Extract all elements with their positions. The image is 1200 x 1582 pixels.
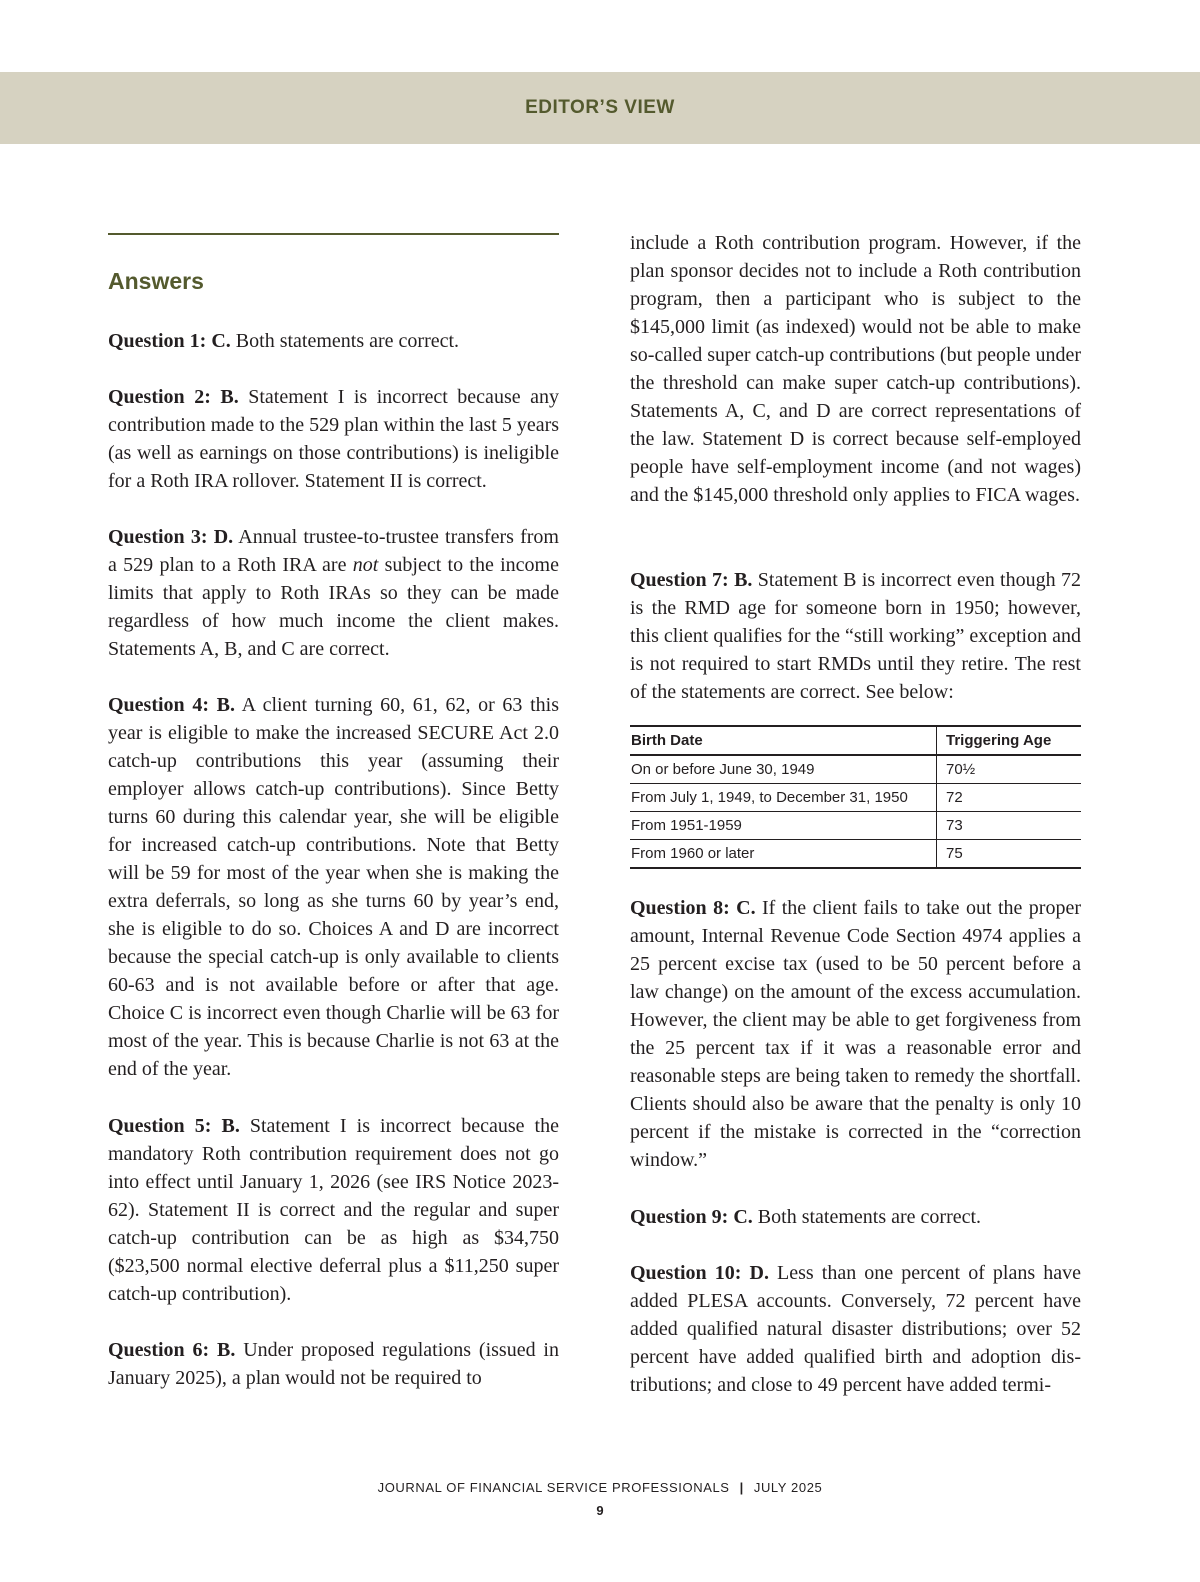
answer-text: Both statements are correct.	[230, 330, 460, 352]
answer-q5	[108, 1112, 559, 1308]
rmd-age-table	[630, 725, 1081, 869]
table-cell: 73	[937, 812, 1082, 840]
answer-q7	[630, 566, 1081, 706]
issue-date: JULY 2025	[753, 1480, 823, 1495]
section-heading: Answers	[108, 268, 204, 294]
table-header-cell: Triggering Age	[937, 726, 1082, 755]
section-banner	[0, 72, 1200, 144]
answer-text: include a Roth contribution program. However, if the plan sponsor decides not to include a Roth contribution program, then a participant who is subject to the $145,000 limit (as indexed) would not be able to make so-called super catch-up contributions (but people under the threshold can make super catch-up contributions). Statements A, C, and D are correct representations of the law. Statement D is correct because self-employed people have self-employment income (and not wages) and the $145,000 threshold only applies to FICA wages.	[630, 232, 1081, 506]
answer-label: Question 4: B.	[108, 694, 236, 716]
table-cell: From July 1, 1949, to December 31, 1950	[630, 784, 937, 812]
answer-text: A client turning 60, 61, 62, or 63 this year is eligible to make the increased SECURE Act 2.0 catch-up contributions this year (assuming their employer allows catch-up contributions). Since Betty turns 60 during this calendar year, she will be eligible for increased catch-up contributions. Note that Betty will be 59 for most of the year when she is making the extra deferrals, so long as she turns 60 by year’s end, she is eligible to do so. Choices A and D are incorrect because the special catch-up is only available to clients 60-63 and is not available before or after that age. Choice C is incorrect even though Charlie will be 63 for most of the year. This is because Charlie is not 63 at the end of the year.	[108, 694, 559, 1080]
page-footer	[0, 1480, 1200, 1495]
answer-label: Question 6: B.	[108, 1339, 236, 1361]
table-cell: From 1951-1959	[630, 812, 937, 840]
answer-q6-continued	[630, 229, 1081, 509]
answer-q8	[630, 894, 1081, 1174]
answer-label: Question 3: D.	[108, 526, 234, 548]
answer-label: Question 8: C.	[630, 897, 756, 919]
table-header-row	[630, 726, 1081, 755]
answer-label: Question 9: C.	[630, 1206, 753, 1228]
table-cell: 75	[937, 840, 1082, 869]
answer-q3	[108, 523, 559, 663]
answer-label: Question 2: B.	[108, 386, 239, 408]
heading-rule	[108, 233, 559, 235]
answer-q6	[108, 1336, 559, 1392]
banner-title: EDITOR’S VIEW	[525, 97, 675, 118]
table-row	[630, 812, 1081, 840]
answer-q10	[630, 1259, 1081, 1399]
answer-q9	[630, 1203, 1081, 1231]
answer-text: Statement I is incorrect because the mandatory Roth contribution requirement does not go into effect until January 1, 2026 (see IRS Notice 2023-62). Statement II is correct and the regular and super catch-up contribution can be as high as $34,750 ($23,500 normal elective deferral plus a $11,250 super catch-up contribution).	[108, 1115, 559, 1305]
answer-text: If the client fails to take out the proper amount, Internal Revenue Code Section 4974 applies a 25 percent excise tax (used to be 50 percent before a law change) on the amount of the excess accumulation. However, the client may be able to get forgiveness from the 25 percent tax if it was a reasonable error and reasonable steps are being taken to remedy the shortfall. Clients should also be aware that the penalty is only 10 percent if the mistake is corrected in the “correction window.”	[630, 897, 1081, 1171]
answer-label: Question 1: C.	[108, 330, 231, 352]
table-cell: From 1960 or later	[631, 845, 755, 862]
answer-label: Question 10: D.	[630, 1262, 769, 1284]
table-header-cell: Birth Date	[630, 726, 937, 755]
answer-q4	[108, 691, 559, 1083]
answer-text: Under proposed regulations (issued in January 2025), a plan would not be required to	[108, 1339, 559, 1389]
table-cell: 72	[937, 784, 1082, 812]
table-row	[630, 784, 1081, 812]
answer-q2	[108, 383, 559, 495]
table-row	[630, 755, 1081, 784]
table-row	[630, 840, 1081, 869]
answer-text: Statement B is incorrect even though 72 is the RMD age for someone born in 1950; however, this client qualifies for the “still working” exception and is not required to start RMDs until they retire. The rest of the statements are correct. See below:	[630, 569, 1081, 703]
answer-emphasis: not	[352, 554, 379, 576]
answer-text: subject to the income limits that apply to Roth IRAs so they can be made regardless of how much income the client makes. Statements A, B, and C are correct.	[108, 554, 559, 660]
page-number: 9	[596, 1503, 604, 1518]
answer-label: Question 5: B.	[108, 1115, 240, 1137]
table-cell: 70½	[937, 755, 1082, 784]
table-cell: On or before June 30, 1949	[630, 755, 937, 784]
journal-name: JOURNAL OF FINANCIAL SERVICE PROFESSIONALS	[377, 1480, 730, 1495]
answer-label: Question 7: B.	[630, 569, 753, 591]
answer-text: Less than one percent of plans have added PLESA accounts. Conversely, 72 percent have added qualified natural disaster distributions; over 52 percent have added qualified birth and adoption distributions; and close to 49 percent have added termi-	[630, 1262, 1081, 1396]
answer-q1	[108, 327, 559, 355]
footer-separator: |	[739, 1480, 744, 1495]
answer-text: Annual trustee-to-trustee transfers from a 529 plan to a Roth IRA are	[108, 526, 559, 576]
answer-text: Statement I is incorrect because any contribution made to the 529 plan within the last 5 years (as well as earnings on those contributions) is ineligible for a Roth IRA rollover. Statement II is correct.	[108, 386, 560, 492]
answer-text: Both statements are correct.	[752, 1206, 982, 1228]
